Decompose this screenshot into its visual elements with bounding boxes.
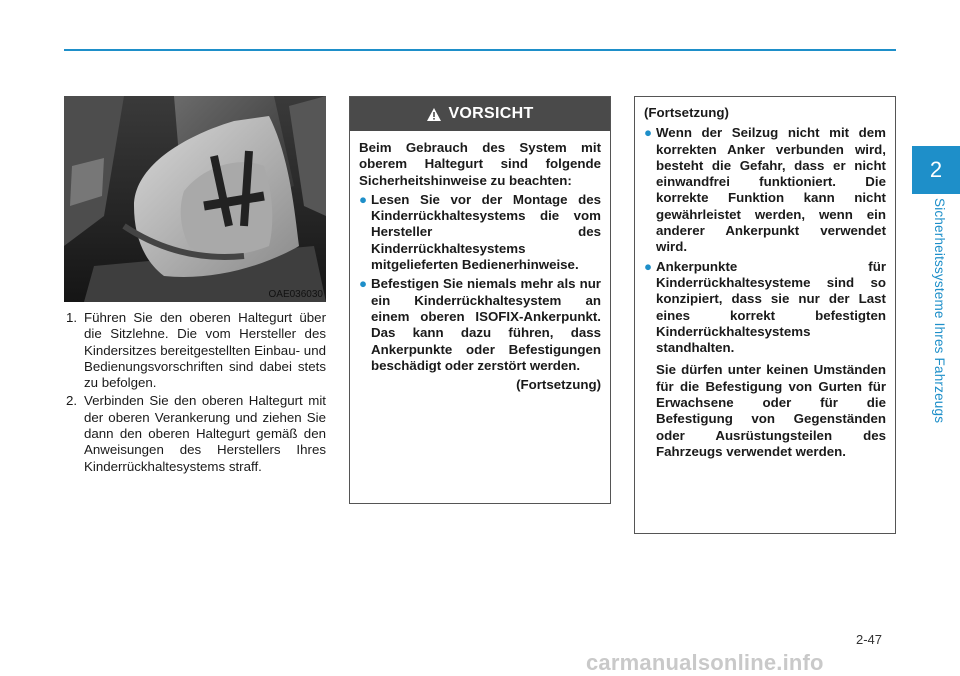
- caution-intro: Beim Gebrauch des System mit oberem Haltegurt sind folgende Sicherheitshinweise zu beachten:: [359, 140, 601, 188]
- caution-bullet-text: Befestigen Sie niemals mehr als nur ein Kinderrückhaltesystem an einem oberen ISOFIX-Ankerpunkt. Das kann dazu führen, dass Ankerpunkte oder Befestigungen beschädigt oder zerstört werden.: [371, 276, 601, 373]
- step-number: 2.: [66, 393, 78, 409]
- caution-box: [349, 96, 611, 504]
- chapter-title: Sicherheitssysteme Ihres Fahrzeugs: [932, 198, 947, 424]
- caution-heading: VORSICHT: [448, 105, 534, 122]
- bullet-dot-icon: ●: [644, 258, 653, 274]
- chapter-number-tab: 2: [912, 146, 960, 194]
- step-item: [64, 310, 326, 391]
- child-seat-photo: [64, 96, 326, 302]
- bullet-dot-icon: ●: [359, 276, 368, 292]
- step-item: [64, 393, 326, 474]
- continuation-paragraph: Sie dürfen unter keinen Umständen für die Befestigung von Gurten für Erwachsene oder für die Befestigung von Gegenständen oder Ausrüstungsteilen des Fahrzeugs verwendet werden.: [656, 362, 886, 459]
- installation-steps: [64, 310, 326, 477]
- step-text: Führen Sie den oberen Haltegurt über die Sitzlehne. Die vom Hersteller des Kindersitzes bereitgestellten Einbau- und Bedienungsvorschriften sind dabei stets zu befolgen.: [84, 310, 326, 391]
- step-text: Verbinden Sie den oberen Haltegurt mit der oberen Verankerung und ziehen Sie dann den oberen Haltegurt gemäß den Anweisungen des Herstellers Ihres Kinderrückhaltesystems straff.: [84, 393, 326, 474]
- bullet-dot-icon: ●: [359, 191, 368, 207]
- continuation-bullet-text: Ankerpunkte für Kinderrückhaltesysteme sind so konzipiert, dass sie nur der Last eines korrekt befestigten Kinderrückhaltesystems standhalten.: [656, 258, 886, 356]
- caution-bullet-text: Lesen Sie vor der Montage des Kinderrückhaltesystems die vom Hersteller des Kinderrückhaltesystems mitgelieferten Bedienerhinweise.: [371, 191, 601, 273]
- figure-code: OAE036030: [268, 289, 323, 300]
- warning-triangle-icon: [426, 107, 442, 122]
- continuation-label: (Fortsetzung): [644, 105, 729, 120]
- bullet-dot-icon: ●: [644, 125, 653, 141]
- page-number: 2-47: [856, 632, 883, 647]
- caution-continued-note: (Fortsetzung): [516, 377, 601, 393]
- top-rule: [64, 49, 896, 51]
- step-number: 1.: [66, 310, 78, 325]
- caution-header: [350, 97, 610, 131]
- watermark: carmanualsonline.info: [586, 650, 824, 675]
- child-seat-illustration: [64, 96, 326, 302]
- continuation-bullet: [644, 125, 886, 255]
- caution-bullet: [359, 192, 601, 273]
- continuation-box: [634, 96, 896, 534]
- continuation-bullet: [644, 259, 886, 357]
- caution-bullet: [359, 276, 601, 374]
- continuation-bullet-text: Wenn der Seilzug nicht mit dem korrekten Anker verbunden wird, besteht die Gefahr, dass er nicht einwandfrei funktioniert. Die korrekte Funktion kann nicht gewährleistet werden, wenn ein anderer Ankerpunkt verwendet wird.: [656, 125, 886, 255]
